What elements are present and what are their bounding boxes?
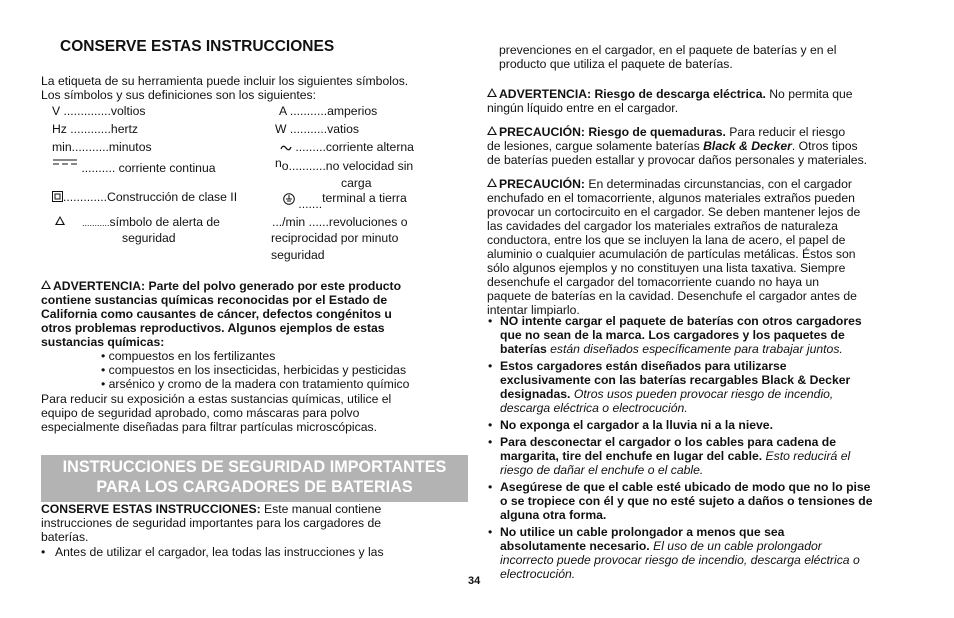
warning-triangle-icon bbox=[487, 88, 497, 97]
intro-text: La etiqueta de su herramienta puede incluir los siguientes símbolos. Los símbolos y sus definiciones son los siguientes: bbox=[41, 74, 409, 102]
ac-wave-icon bbox=[280, 143, 292, 153]
warning-block: ADVERTENCIA: Parte del polvo generado por este producto contiene sustancias químicas reconocidas por el Estado de California como causantes de cáncer, defectos congénitos u otros problemas reproductivos. Algunos ejemplos de estas sustancias químicas: bbox=[41, 279, 402, 349]
list-item: • Antes de utilizar el cargador, lea todas las instrucciones y las bbox=[41, 545, 384, 559]
symbol-rpm: .../min ......revoluciones o bbox=[272, 215, 408, 229]
list-item: • Asegúrese de que el cable esté ubicado de modo que no lo pise o se tropiece con él y que no esté sujeto a daños o tensiones de alguna otra forma. bbox=[487, 480, 917, 522]
list-item: • NO intente cargar el paquete de baterías con otros cargadores que no sean de la marca. Los cargadores y los paquetes de baterías están diseñados específicamente para trabajar juntos. bbox=[487, 314, 917, 356]
symbol-ac: .........corriente alterna bbox=[280, 140, 414, 154]
dc-icon bbox=[52, 158, 78, 166]
page-number: 34 bbox=[468, 575, 481, 587]
list-item: • Estos cargadores están diseñados para utilizarse exclusivamente con las baterías recargables Black & Decker designadas. Otros usos pueden provocar riesgo de incendio, descarga eléctrica o electrocución. bbox=[487, 359, 917, 415]
warning-triangle-icon bbox=[487, 126, 497, 135]
earth-ground-icon bbox=[283, 193, 295, 205]
symbol-earth: .......terminal a tierra bbox=[283, 191, 407, 205]
chemical-list bbox=[101, 349, 409, 391]
list-item: • arsénico y cromo de la madera con tratamiento químico bbox=[101, 377, 410, 391]
warning-triangle-icon bbox=[487, 178, 497, 187]
symbol-hertz: Hz ............hertz bbox=[52, 122, 139, 136]
symbol-safety-alert-cont: seguridad bbox=[122, 231, 176, 245]
continued-text: prevenciones en el cargador, en el paquete de baterías y en el producto que utiliza el paquete de baterías. bbox=[499, 43, 837, 71]
list-item: • compuestos en los insecticidas, herbicidas y pesticidas bbox=[101, 363, 407, 377]
caution-foreign-materials: PRECAUCIÓN: En determinadas circunstancias, con el cargador enchufado en el tomacorriente, algunos materiales extraños pueden provocar un cortocircuito en el cargador. Se deben mantener lejos de las cavidades del cargador los materiales extraños de naturaleza conductora, entre los que se incluyen la lana de acero, el papel de aluminio o cualquier acumulación de partículas metálicas. Éstos son sólo algunos ejemplos y no constituyen una lista taxativa. Siempre desenchufe el cargador del tomacorriente cuando no haya un paquete de baterías en la cavidad. Desenchufe el cargador antes de intentar limpiarlo. bbox=[487, 177, 861, 317]
symbol-rpm-cont2: seguridad bbox=[271, 248, 325, 262]
warning-electric-shock: ADVERTENCIA: Riesgo de descarga eléctrica. No permita que ningún líquido entre en el cargador. bbox=[487, 87, 853, 115]
symbol-no-load-speed-cont: carga bbox=[341, 176, 372, 190]
reduce-exposure-text: Para reducir su exposición a estas sustancias químicas, utilice el equipo de seguridad aprobado, como máscaras para polvo especialmente diseñadas para filtrar partículas microscópicas. bbox=[41, 392, 392, 434]
caution-burns: PRECAUCIÓN: Riesgo de quemaduras. Para reducir el riesgo de lesiones, cargue solamente baterías Black & Decker. Otros tipos de baterías pueden estallar y provocar daños personales y materiales. bbox=[487, 125, 868, 167]
symbol-rpm-cont: reciprocidad por minuto bbox=[271, 231, 399, 245]
class-ii-icon bbox=[52, 191, 63, 202]
warning-triangle-icon bbox=[41, 280, 51, 289]
symbol-dc: .......... corriente continua bbox=[52, 158, 216, 175]
symbol-amps: A ...........amperios bbox=[279, 104, 378, 118]
symbol-safety-alert: ...........símbolo de alerta de bbox=[55, 215, 220, 230]
symbol-watts: W ...........vatios bbox=[275, 122, 359, 136]
charger-rules-list bbox=[487, 314, 917, 584]
symbol-class-ii: .............Construcción de clase II bbox=[52, 190, 237, 204]
list-item: • Para desconectar el cargador o los cables para cadena de margarita, tire del enchufe en lugar del cable. Esto reducirá el riesgo de dañar el enchufe o el cable. bbox=[487, 435, 917, 477]
section-banner: INSTRUCCIONES DE SEGURIDAD IMPORTANTES PARA LOS CARGADORES DE BATERIAS bbox=[41, 455, 468, 502]
warning-triangle-icon bbox=[55, 216, 65, 225]
symbol-no-load-speed: no...........no velocidad sin bbox=[275, 156, 414, 173]
list-item: • compuestos en los fertilizantes bbox=[101, 349, 276, 363]
section-heading: CONSERVE ESTAS INSTRUCCIONES bbox=[60, 38, 335, 55]
list-item: • No exponga el cargador a la lluvia ni a la nieve. bbox=[487, 418, 917, 432]
symbol-volts: V ..............voltios bbox=[52, 104, 146, 118]
symbol-minutes: min...........minutos bbox=[52, 140, 152, 154]
charger-intro: CONSERVE ESTAS INSTRUCCIONES: Este manual contiene instrucciones de seguridad importantes para los cargadores de baterías. bbox=[41, 502, 382, 544]
list-item: • No utilice un cable prolongador a menos que sea absolutamente necesario. El uso de un cable prolongador incorrecto puede provocar riesgo de incendio, descarga eléctrica o electrocución. bbox=[487, 525, 917, 581]
